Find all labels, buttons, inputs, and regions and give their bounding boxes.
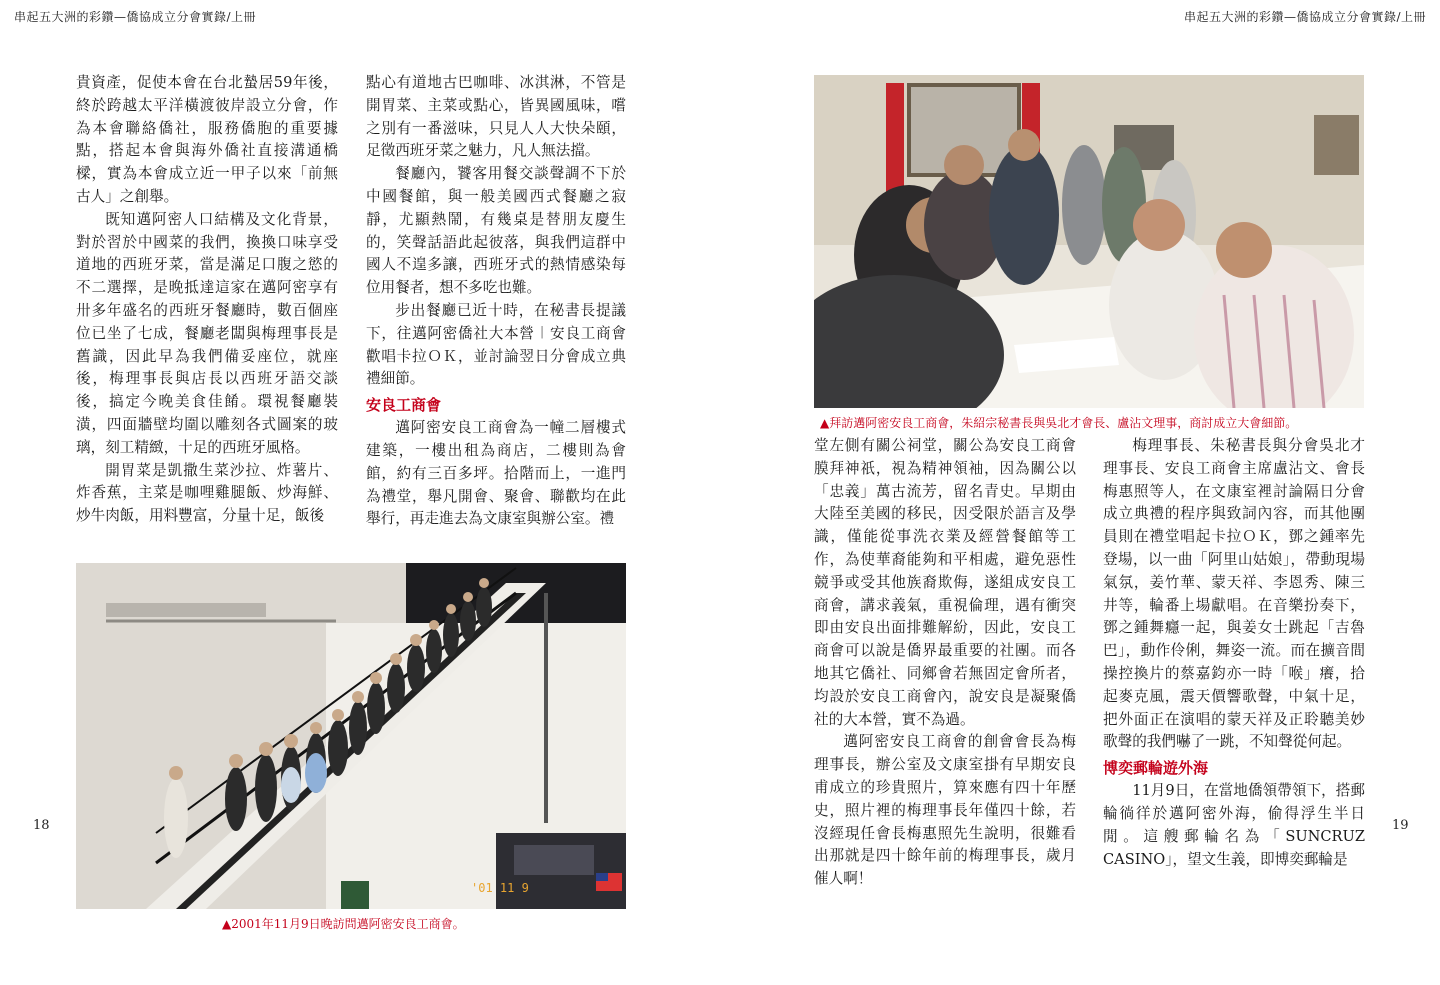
staircase-group-photo (76, 563, 626, 909)
paragraph: 11月9日，在當地僑領帶領下，搭郵輪徜徉於邁阿密外海，偷得浮生半日閒。這艘郵輪名為「SUNCRUZ CASINO」，望文生義，即博奕郵輪是 (1103, 782, 1365, 868)
right-photo-caption: ▲拜訪邁阿密安良工商會，朱紹宗秘書長與吳北才會長、盧沾文理事，商討成立大會細節。 (820, 416, 1298, 430)
paragraph: 邁阿密安良工商會為一幢二層樓式建築，一樓出租為商店，二樓則為會館，約有三百多坪。拾階而上，一進門為禮堂，舉凡開會、聚會、聯歡均在此舉行，再走進去為文康室與辦公室。禮 (366, 419, 626, 528)
paragraph: 梅理事長、朱秘書長與分會吳北才理事長、安良工商會主席盧沾文、會長梅惠照等人，在文康室裡討論隔日分會成立典禮的程序與致詞內容，而其他團員則在禮堂唱起卡拉ＯＫ，鄧之鍾率先登場，以一曲「阿里山姑娘」，帶動現場氣氛，姜竹華、蒙天祥、李恩秀、陳三井等，輪番上場獻唱。在音樂扮奏下，鄧之鍾舞癮一起，與姜女士跳起「吉魯巴」，動作伶俐，舞姿一流。而在擴音間操控換片的蔡嘉鈞亦一時「喉」癢，拾起麥克風，震天價響歌聲，中氣十足，把外面正在演唱的蒙天祥及正聆聽美妙歌聲的我們嚇了一跳，不知聲從何起。 (1103, 437, 1365, 751)
paragraph: 步出餐廳已近十時，在秘書長提議下，往邁阿密僑社大本營︱安良工商會歡唱卡拉ＯＫ，並討論翌日分會成立典禮細節。 (366, 301, 626, 388)
paragraph: 堂左側有關公祠堂，關公為安良工商會膜拜神祇，視為精神領袖，因為關公以「忠義」萬古流芳，留名青史。早期由大陸至美國的移民，因受限於語言及學識，僅能從事洗衣業及經營餐館等工作，為使華裔能夠和平相處，避免惡性競爭或受其他族裔欺侮，遂組成安良工商會，講求義氣，重視倫理，遇有衝突即由安良出面排難解紛，因此，安良工商會可以說是僑界最重要的社團。而各地其它僑社、同鄉會若無固定會所者，均設於安良工商會內，說安良是凝聚僑社的大本營，實不為過。 (814, 437, 1076, 728)
right-page-column-1 (814, 435, 1076, 891)
page-number-left: 18 (33, 818, 50, 833)
left-page-column-2 (366, 72, 626, 531)
paragraph: 點心有道地古巴咖啡、冰淇淋，不管是開胃菜、主菜或點心，皆異國風味，嚐之別有一番滋味，只見人人大快朵頤，足徵西班牙菜之魅力，凡人無法擋。 (366, 74, 626, 160)
paragraph: 餐廳內，饕客用餐交談聲調不下於中國餐館，與一般美國西式餐廳之寂靜，尤顯熱鬧，有幾桌是替朋友慶生的，笑聲話語此起彼落，與我們這群中國人不遑多讓，西班牙式的熱情感染每位用餐者，想不多吃也難。 (366, 165, 626, 297)
section-heading: 安良工商會 (366, 396, 442, 415)
page-number-right: 19 (1392, 818, 1409, 833)
meeting-photo (814, 75, 1364, 408)
staircase-photo-illustration (76, 563, 626, 909)
photo-date-stamp: '01 11 9 (471, 881, 529, 895)
paragraph: 邁阿密安良工商會的創會會長為梅理事長，辦公室及文康室掛有早期安良甫成立的珍貴照片，算來應有四十年歷史，照片裡的梅理事長年僅四十餘，若沒經現任會長梅惠照先生說明，很難看出那就是四十餘年前的梅理事長，歲月催人啊！ (814, 733, 1076, 888)
meeting-photo-illustration (814, 75, 1364, 408)
left-photo-caption: ▲2001年11月9日晚訪問邁阿密安良工商會。 (222, 917, 465, 931)
running-header-right: 串起五大洲的彩鑽—僑協成立分會實錄/上冊 (1183, 10, 1426, 24)
paragraph: 開胃菜是凱撒生菜沙拉、炸薯片、炸香蕉，主菜是咖哩雞腿飯、炒海鮮、炒牛肉飯，用料豐富，分量十足，飯後 (76, 461, 338, 525)
left-page-column-1 (76, 72, 338, 528)
running-header-left: 串起五大洲的彩鑽—僑協成立分會實錄/上冊 (14, 10, 257, 24)
right-page-column-2 (1103, 435, 1365, 871)
paragraph: 貴資產，促使本會在台北蟄居59年後，終於跨越太平洋橫渡彼岸設立分會，作為本會聯絡僑社，服務僑胞的重要據點，搭起本會與海外僑社直接溝通橋樑，實為本會成立近一甲子以來「前無古人」之創舉。 (76, 74, 338, 205)
paragraph: 既知邁阿密人口結構及文化背景，對於習於中國菜的我們，換換口味享受道地的西班牙菜，當是滿足口腹之慾的不二選擇，是晚抵達這家在邁阿密享有卅多年盛名的西班牙餐廳時，數百個座位已坐了七成，餐廳老闆與梅理事長是舊識，因此早為我們備妥座位，就座後，梅理事長與店長以西班牙語交談後，搞定今晚美食佳餚。環視餐廳裝潢，四面牆壁均圍以雕刻各式圖案的玻璃，刻工精緻，十足的西班牙風格。 (76, 210, 338, 456)
section-heading: 博奕郵輪遊外海 (1103, 759, 1209, 778)
